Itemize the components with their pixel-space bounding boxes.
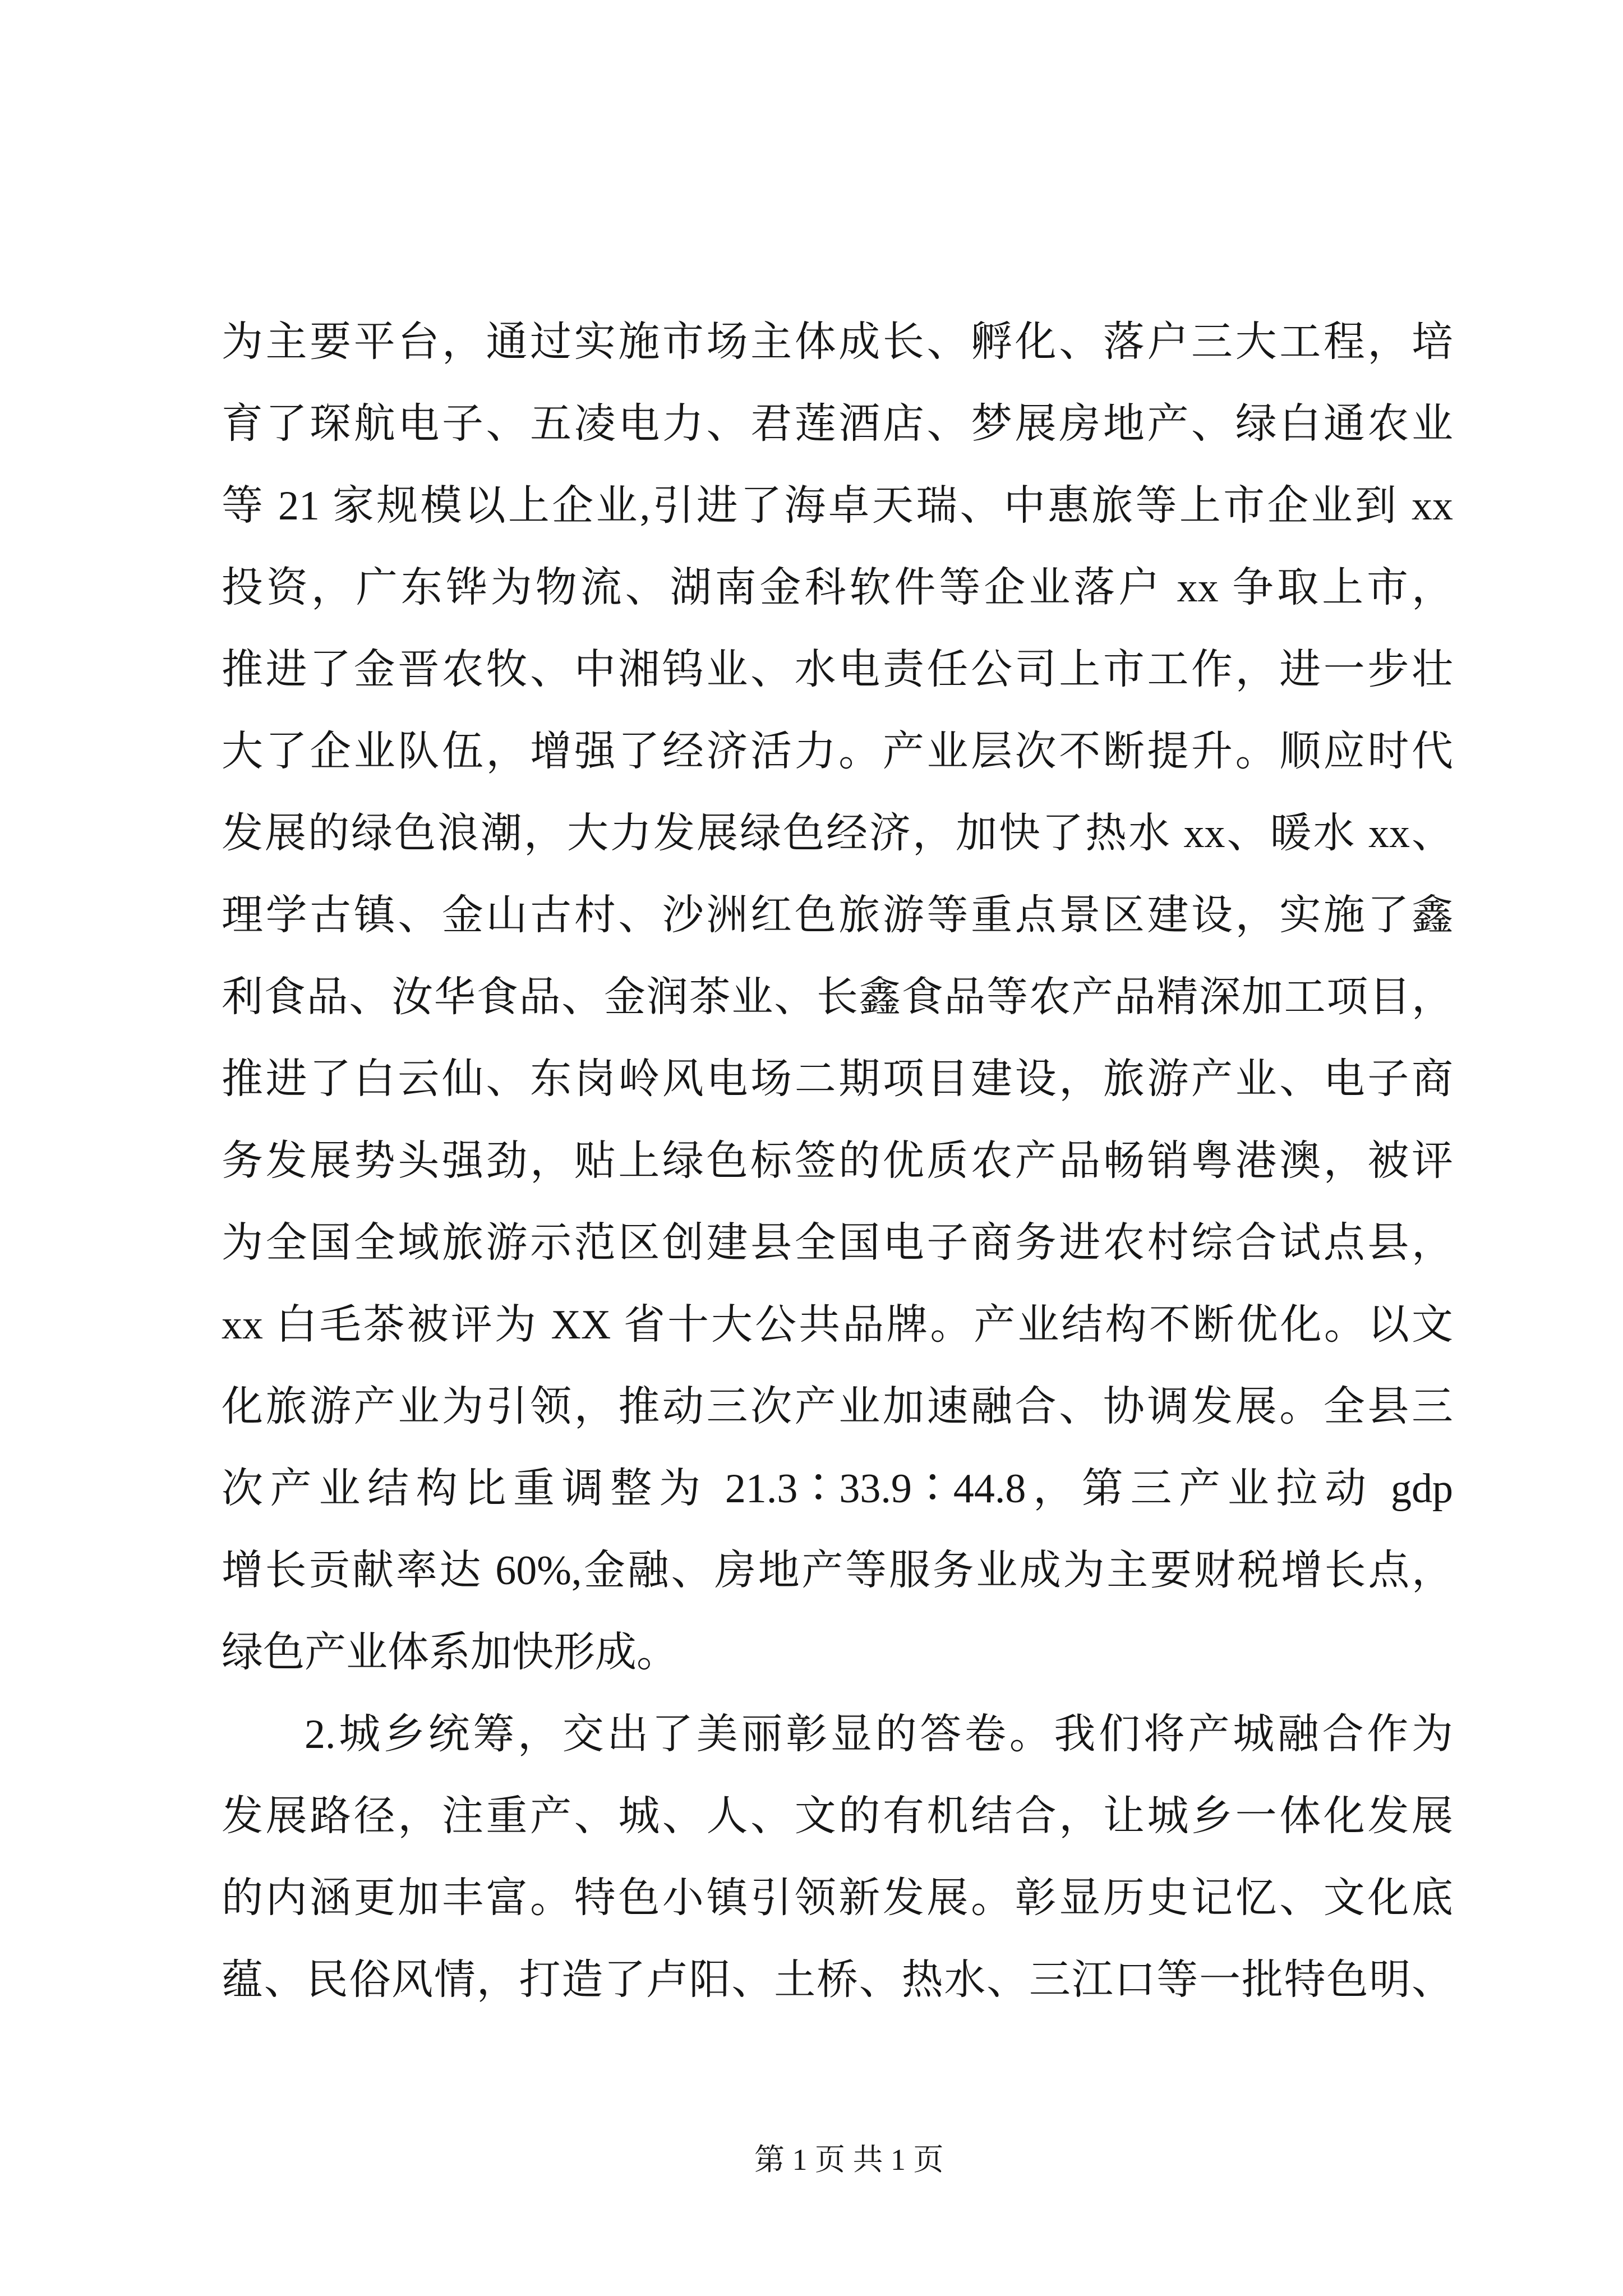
paragraph: [222, 1694, 1453, 2021]
text-line: 2.城乡统筹，交出了美丽彰显的答卷。我们将产城融合作为: [305, 1711, 1453, 1757]
text-line: 利食品、汝华食品、金润茶业、长鑫食品等农产品精深加工项目，: [222, 974, 1453, 1020]
document-body: [222, 301, 1453, 2021]
text-line: 为全国全域旅游示范区创建县全国电子商务进农村综合试点县，: [222, 1220, 1453, 1266]
text-line: 务发展势头强劲，贴上绿色标签的优质农产品畅销粤港澳，被评: [222, 1138, 1453, 1184]
text-line: 投资，广东铧为物流、湖南金科软件等企业落户 xx 争取上市，: [222, 565, 1453, 611]
text-line: 发展路径，注重产、城、人、文的有机结合，让城乡一体化发展: [222, 1793, 1453, 1839]
text-line: 理学古镇、金山古村、沙洲红色旅游等重点景区建设，实施了鑫: [222, 892, 1453, 938]
text-line: 蕴、民俗风情，打造了卢阳、土桥、热水、三江口等一批特色明、: [222, 1957, 1453, 2003]
text-line: 化旅游产业为引领，推动三次产业加速融合、协调发展。全县三: [222, 1384, 1453, 1430]
text-line: 推进了白云仙、东岗岭风电场二期项目建设，旅游产业、电子商: [222, 1056, 1453, 1102]
text-line: xx 白毛茶被评为 XX 省十大公共品牌。产业结构不断优化。以文: [222, 1302, 1453, 1348]
text-line: 发展的绿色浪潮，大力发展绿色经济，加快了热水 xx、暖水 xx、: [222, 811, 1453, 857]
text-line: 大了企业队伍，增强了经济活力。产业层次不断提升。顺应时代: [222, 729, 1453, 775]
text-line: 育了琛航电子、五凌电力、君莲酒店、梦展房地产、绿白通农业: [222, 401, 1453, 447]
text-line: 次产业结构比重调整为 21.3∶33.9∶44.8，第三产业拉动 gdp: [222, 1466, 1453, 1512]
text-line: 的内涵更加丰富。特色小镇引领新发展。彰显历史记忆、文化底: [222, 1875, 1453, 1921]
paragraph: [222, 301, 1453, 1694]
text-line: 绿色产业体系加快形成。: [222, 1630, 678, 1676]
text-line: 等 21 家规模以上企业,引进了海卓天瑞、中惠旅等上市企业到 xx: [222, 483, 1453, 529]
text-line: 增长贡献率达 60%,金融、房地产等服务业成为主要财税增长点，: [222, 1548, 1453, 1594]
text-line: 推进了金晋农牧、中湘钨业、水电责任公司上市工作，进一步壮: [222, 647, 1453, 693]
text-line: 为主要平台，通过实施市场主体成长、孵化、落户三大工程，培: [222, 319, 1453, 365]
page-footer: 第 1 页 共 1 页: [754, 2143, 944, 2177]
